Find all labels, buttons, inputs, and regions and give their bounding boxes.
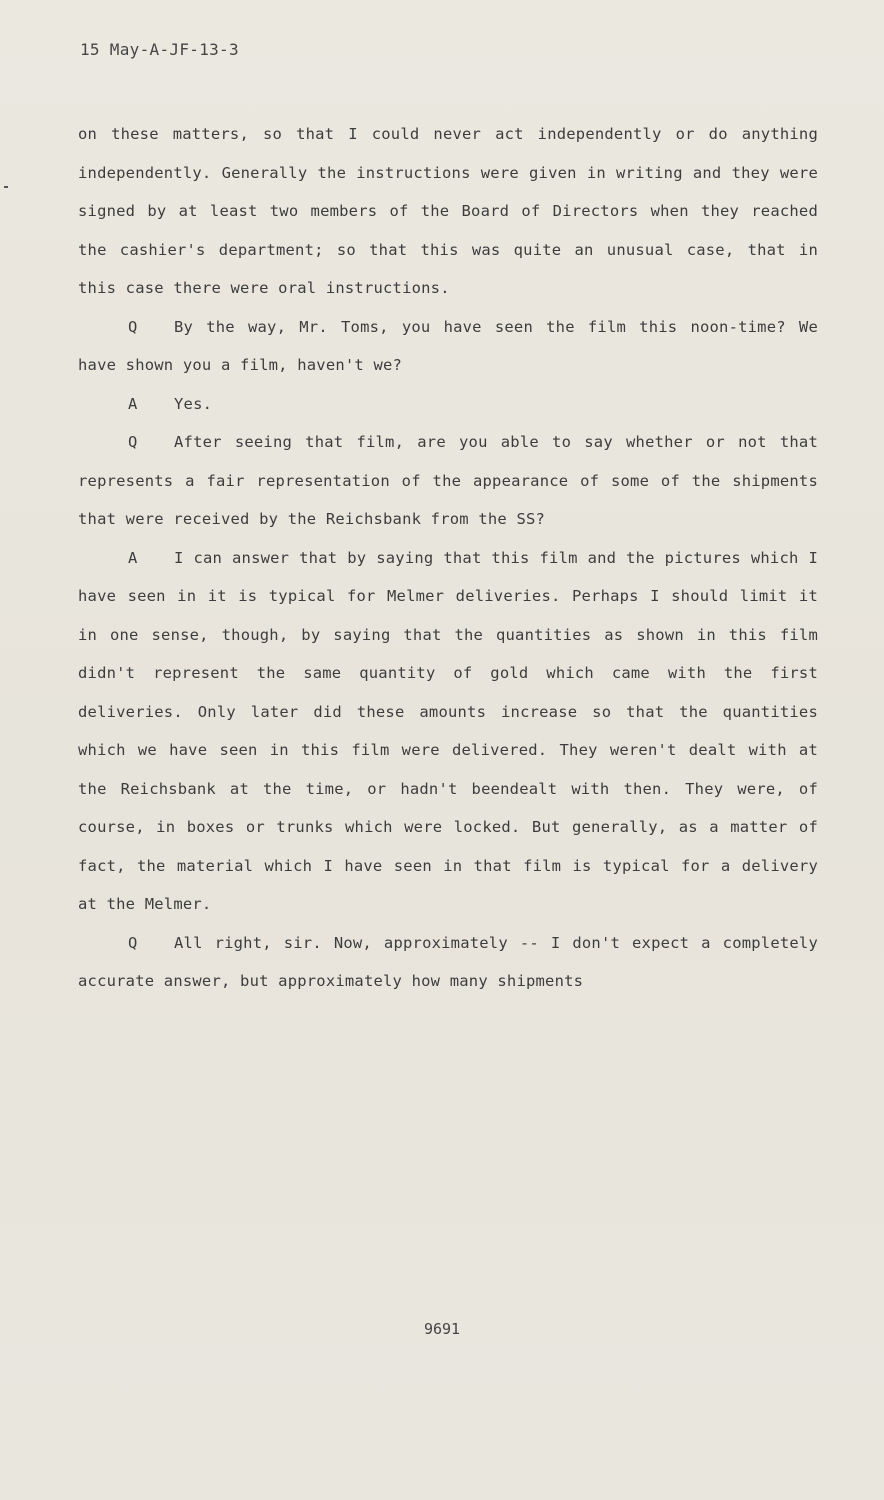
exchange-answer: [78, 385, 818, 424]
margin-mark: [4, 186, 8, 188]
speaker-label: Q: [128, 433, 138, 451]
speaker-label: Q: [128, 317, 138, 336]
exchange-text: By the way, Mr. Toms, you have seen the film this noon-time? We have shown you a film, haven't we?: [78, 317, 818, 374]
document-reference: 15 May-A-JF-13-3: [80, 40, 239, 59]
speaker-label: A: [128, 394, 138, 413]
exchange-answer: [78, 539, 818, 924]
exchange-question: [78, 924, 818, 1001]
transcript-body: [78, 115, 818, 1001]
exchange-text: All right, sir. Now, approximately -- I don't expect a completely accurate answer, but approximately how many shipments: [78, 933, 818, 990]
speaker-label: Q: [128, 933, 138, 952]
exchange-text: Yes.: [174, 394, 213, 413]
exchange-question: [78, 423, 818, 539]
exchange-text: After seeing that film, are you able to say whether or not that represents a fair representation of the appearance of some of the shipments that were received by the Reichsbank from the SS?: [78, 433, 818, 528]
page-number: 9691: [423, 1320, 461, 1338]
exchange-text: I can answer that by saying that this film and the pictures which I have seen in it is typical for Melmer deliveries. Perhaps I should limit it in one sense, though, by saying that the quantities as shown in this film didn't represent the same quantity of gold which came with the first deliveries. Only later did these amounts increase so that the quantities which we have seen in this film were delivered. They weren't dealt with at the Reichsbank at the time, or hadn't beendealt with then. They were, of course, in boxes or trunks which were locked. But generally, as a matter of fact, the material which I have seen in that film is typical for a delivery at the Melmer.: [78, 548, 818, 913]
speaker-label: A: [128, 548, 138, 567]
exchange-question: [78, 308, 818, 385]
continuation-paragraph: on these matters, so that I could never act independently or do anything independently. Generally the instructions were given in writing and they were signed by at least two members of the Board of Directors when they reached the cashier's department; so that this was quite an unusual case, that in this case there were oral instructions.: [78, 125, 818, 297]
